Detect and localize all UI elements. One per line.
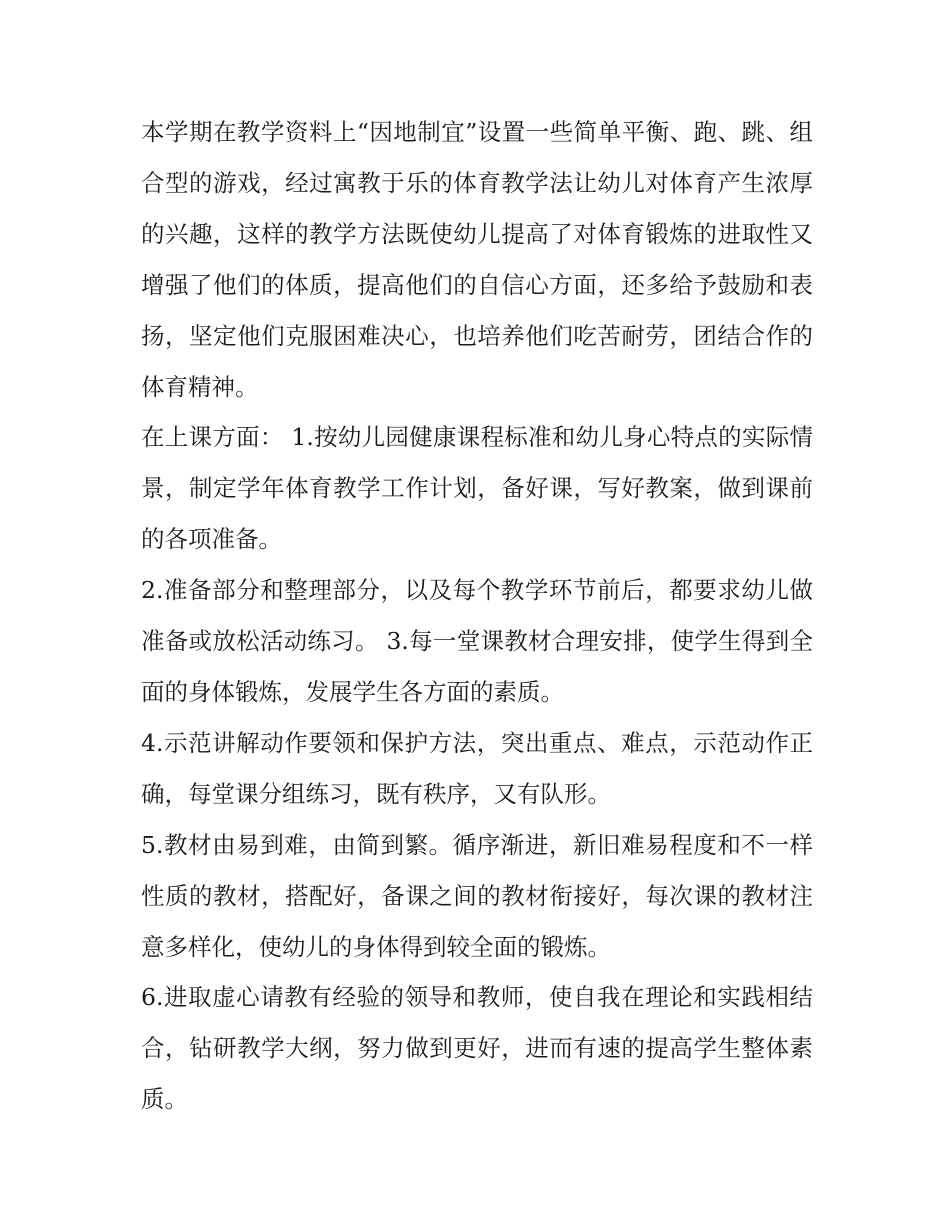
document-body: [141, 107, 813, 1125]
paragraph-class-aspect: 在上课方面： 1.按幼儿园健康课程标准和幼儿身心特点的实际情景，制定学年体育教学工作计划，备好课，写好教案，做到课前的各项准备。: [141, 423, 813, 554]
paragraph-item-5: 5.教材由易到难，由简到繁。循序渐进，新旧难易程度和不一样性质的教材，搭配好，备课之间的教材衔接好，每次课的教材注意多样化，使幼儿的身体得到较全面的锻炼。: [141, 830, 813, 961]
paragraph-item-6: 6.进取虚心请教有经验的领导和教师，使自我在理论和实践相结合，钻研教学大纲，努力做到更好，进而有速的提高学生整体素质。: [141, 983, 813, 1114]
paragraph-item-4: 4.示范讲解动作要领和保护方法，突出重点、难点，示范动作正确，每堂课分组练习，既有秩序，又有队形。: [141, 728, 813, 808]
paragraph-intro: 本学期在教学资料上“因地制宜”设置一些简单平衡、跑、跳、组合型的游戏，经过寓教于乐的体育教学法让幼儿对体育产生浓厚的兴趣，这样的教学方法既使幼儿提高了对体育锻炼的进取性又增强了他们的体质，提高他们的自信心方面，还多给予鼓励和表扬，坚定他们克服困难决心，也培养他们吃苦耐劳，团结合作的体育精神。: [141, 118, 813, 401]
paragraph-item-2-3: 2.准备部分和整理部分，以及每个教学环节前后，都要求幼儿做准备或放松活动练习。 3.每一堂课教材合理安排，使学生得到全面的身体锻炼，发展学生各方面的素质。: [141, 576, 813, 706]
